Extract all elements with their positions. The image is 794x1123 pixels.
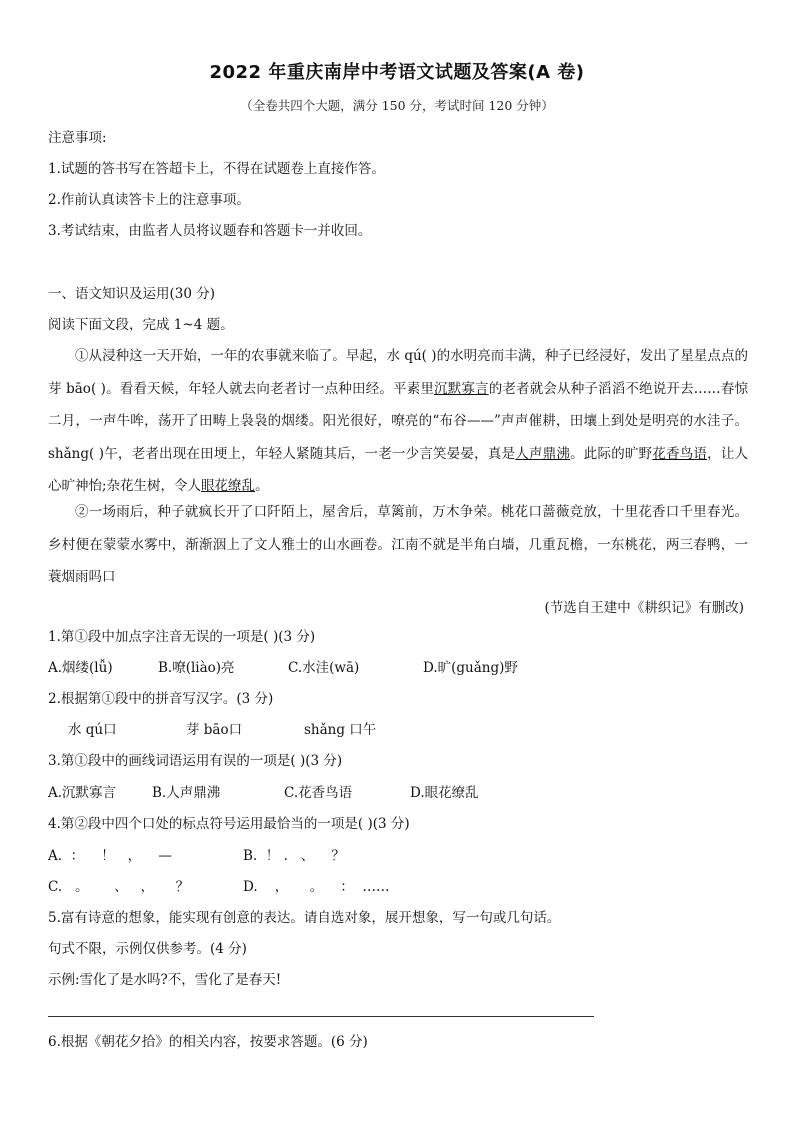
question-3-stem: 3.第①段中的画线词语运用有误的一项是( )(3 分)	[48, 753, 343, 769]
underlined-word-1: 沉默寡言	[434, 380, 489, 397]
passage-paragraph-2: ②一场雨后，种子就疯长开了口阡陌上，屋舍后，草篱前，万木争荣。桃花口蔷薇竞放，十里花香口千里春光。乡村便在蒙蒙水雾中，渐渐洇上了文人雅士的山水画卷。江南不就是半角白墙，几重瓦檐，一东桃花，两三春鸭，一蓑烟雨吗口	[48, 504, 748, 585]
para1-text-3: 。此际的旷野	[570, 445, 653, 462]
underlined-word-2: 人声鼎沸	[515, 445, 571, 462]
q1-option-c: C.水洼(wā)	[288, 660, 360, 676]
question-4-stem: 4.第②段中四个口处的标点符号运用最恰当的一项是( )(3 分)	[48, 816, 410, 832]
q4-option-c: C. 。 、 ， ？	[48, 879, 190, 895]
q4-option-a: A. ： ！ ， —	[48, 848, 172, 864]
para1-text-2: 的老者就会从种子滔滔不绝说开去……春惊二月，一声牛哞，荡开了田畴上袅袅的烟缕。阳光很好，嘹亮的“布谷——”声声催耕，田壤上到处是明亮的水洼子。shǎng( )午，老者出现在田埂上，年轻人紧随其后，一老一少言笑晏晏，真是	[48, 380, 749, 462]
q1-option-d: D.旷(guǎng)野	[423, 660, 518, 676]
question-1-options	[48, 658, 518, 678]
question-4-options-row-2	[48, 877, 390, 897]
underlined-word-3: 花香鸟语	[652, 445, 708, 462]
q1-option-b: B.嘹(liào)亮	[158, 660, 235, 676]
q4-option-d: D. ， 。 ： ……	[243, 879, 390, 895]
q2-item-1: 水 qú口	[68, 722, 117, 738]
question-4-options-row-1	[48, 846, 345, 866]
question-2-items	[68, 720, 376, 740]
notice-item-3: 3.考试结束，由监者人员将议题春和答题卡一并收回。	[48, 223, 372, 239]
question-2-stem: 2.根据第①段中的拼音写汉字。(3 分)	[48, 691, 274, 707]
notice-item-1: 1.试题的答书写在答超卡上，不得在试题卷上直接作答。	[48, 161, 385, 177]
q3-option-a: A.沉默寡言	[48, 785, 117, 801]
question-5-stem: 5.富有诗意的想象，能实现有创意的表达。请自选对象，展开想象，写一句或几句话。	[48, 910, 561, 926]
notice-heading: 注意事项:	[48, 130, 107, 146]
q1-option-a: A.烟缕(lǚ)	[48, 660, 113, 676]
question-6-stem: 6.根据《朝花夕拾》的相关内容，按要求答题。(6 分)	[48, 1034, 368, 1050]
question-5-example: 示例:雪化了是水吗?不，雪化了是春天!	[48, 972, 282, 988]
section-heading: 一、语文知识及运用(30 分)	[48, 286, 216, 302]
question-5-note: 句式不限，示例仅供参考。(4 分)	[48, 941, 247, 957]
answer-line[interactable]	[48, 1016, 594, 1017]
passage-source: (节选自王建中《耕织记》有删改)	[544, 600, 744, 616]
notice-item-2: 2.作前认真读答卡上的注意事项。	[48, 192, 250, 208]
q2-item-2: 芽 bāo口	[186, 722, 243, 738]
page-subtitle: （全卷共四个大题，满分 150 分，考试时间 120 分钟）	[240, 98, 554, 113]
reading-instruction: 阅读下面文段，完成 1~4 题。	[48, 317, 234, 333]
para1-text-5: 。	[255, 478, 269, 494]
q4-option-b: B. ！ . 、 ？	[243, 848, 345, 864]
para1-text-4: ，让人心旷神怡;杂花生树，令人	[48, 445, 749, 494]
para1-text-1: ①从浸种这一天开始，一年的农事就来临了。早起，水 qú( )的水明亮而丰满，种子已经浸好，发出了星星点点的芽 bāo( )。看看天候，年轻人就去向老者讨一点种田经。平素里	[48, 348, 748, 397]
question-3-options	[48, 783, 479, 803]
q2-item-3: shǎng 口午	[304, 722, 377, 738]
underlined-word-4: 眼花缭乱	[201, 478, 256, 494]
page-title: 2022 年重庆南岸中考语文试题及答案(A 卷)	[209, 62, 585, 83]
q3-option-b: B.人声鼎沸	[152, 785, 221, 801]
question-1-stem: 1.第①段中加点字注音无误的一项是( )(3 分)	[48, 629, 316, 645]
q3-option-d: D.眼花缭乱	[410, 785, 479, 801]
q3-option-c: C.花香鸟语	[284, 785, 353, 801]
passage-paragraph-1	[48, 340, 748, 503]
